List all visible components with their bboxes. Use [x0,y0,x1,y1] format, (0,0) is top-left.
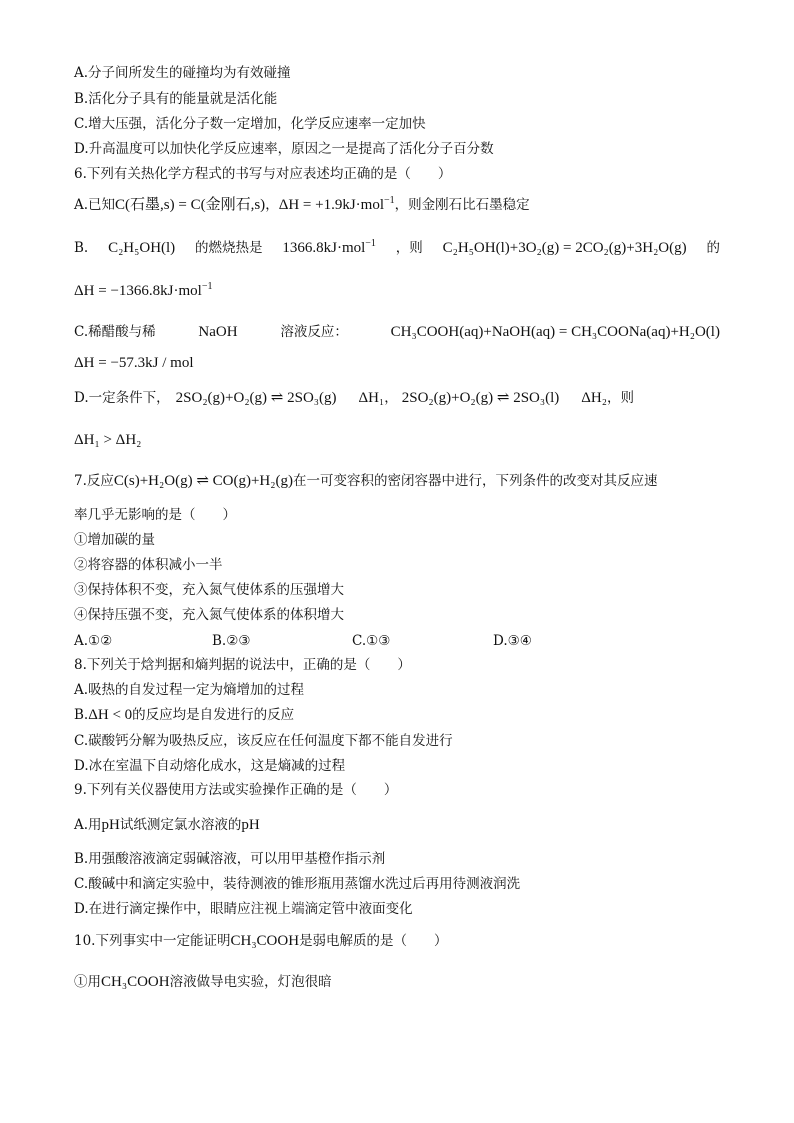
q8-option-b: B.ΔH < 0的反应均是自发进行的反应 [74,707,295,723]
q9-option-c: C.酸碱中和滴定实验中，装待测液的锥形瓶用蒸馏水洗过后再用待测液润洗 [74,876,521,892]
combustion-equation: C₂H₅OH(l)+3O₂(g) = 2CO₂(g)+3H₂O(g) [442,240,687,256]
q10-stem: 10.下列事实中一定能证明CH₃COOH是弱电解质的是（ ） [74,933,448,949]
q8-option-d: D.冰在室温下自动熔化成水，这是熵减的过程 [74,758,346,774]
q9-option-d: D.在进行滴定操作中，眼睛应注视上端滴定管中液面变化 [74,901,413,917]
q5-option-d: D.升高温度可以加快化学反应速率，原因之一是提高了活化分子百分数 [74,141,494,157]
q7-item-3: ③保持体积不变，充入氮气使体系的压强增大 [74,582,344,598]
q6-option-c: C.稀醋酸与稀 NaOH 溶液反应： CH₃COOH(aq)+NaOH(aq) = CH₃COONa(aq)+H₂O(l) [74,324,720,340]
so3-liquid-equation: 2SO₂(g)+O₂(g) ⇌ 2SO₃(l) [401,390,560,406]
q5-option-c: C.增大压强，活化分子数一定增加，化学反应速率一定加快 [74,116,426,132]
q6-option-a: A.已知C(石墨,s) = C(金刚石,s)，ΔH = +1.9kJ·mol$^{-1}$，则金刚石比石墨稳定 [74,195,530,213]
acetic-acid-formula: CH₃COOH [230,933,300,949]
q7-item-2: ②将容器的体积减小一半 [74,557,223,573]
so3-gas-equation: 2SO₂(g)+O₂(g) ⇌ 2SO₃(g) [175,390,337,406]
q6-option-d: D.一定条件下， 2SO₂(g)+O₂(g) ⇌ 2SO₃(g) ΔH₁， 2SO₂(g)+O₂(g) ⇌ 2SO₃(l) ΔH₂，则 [74,390,634,406]
q8-option-c: C.碳酸钙分解为吸热反应，该反应在任何温度下都不能自发进行 [74,733,453,749]
water-gas-equation: C(s)+H₂O(g) ⇌ CO(g)+H₂(g) [113,473,293,489]
q7-option-d: D.③④ [493,633,532,649]
q6-option-c-delta-h: ΔH = −57.3kJ / mol [74,355,194,371]
q6-option-b-delta-h: ΔH = −1366.8kJ·mol$^{-1}$ [74,281,213,299]
q6-option-d-compare: ΔH₁ > ΔH₂ [74,432,142,448]
q7-option-b: B.②③ [212,633,251,649]
q7-item-1: ①增加碳的量 [74,532,155,548]
q7-stem-line2: 率几乎无影响的是（ ） [74,507,236,523]
q6-stem: 6.下列有关热化学方程式的书写与对应表述均正确的是（ ） [74,166,452,182]
q9-stem: 9.下列有关仪器使用方法或实验操作正确的是（ ） [74,782,398,798]
q7-option-a: A.①② [74,633,113,649]
heat-of-combustion: 1366.8kJ·mol$^{-1}$ [282,238,376,256]
q8-stem: 8.下列关于焓判据和熵判据的说法中，正确的是（ ） [74,657,411,673]
q9-option-b: B.用强酸溶液滴定弱碱溶液，可以用甲基橙作指示剂 [74,851,386,867]
ethanol-formula: C₂H₅OH(l) [108,240,176,256]
q7-option-c: C.①③ [352,633,391,649]
q5-option-b: B.活化分子具有的能量就是活化能 [74,91,278,107]
q6-option-b: B. C₂H₅OH(l) 的燃烧热是 1366.8kJ·mol$^{-1}$ ，则 C₂H₅OH(l)+3O₂(g) = 2CO₂(g)+3H₂O(g) 的 [74,238,720,256]
q7-stem: 7.反应C(s)+H₂O(g) ⇌ CO(g)+H₂(g)在一可变容积的密闭容器中进行，下列条件的改变对其反应速 [74,473,658,489]
graphite-diamond-equation: C(石墨,s) = C(金刚石,s) [115,197,266,213]
q9-option-a: A.用pH试纸测定氯水溶液的pH [74,817,260,833]
q8-option-a: A.吸热的自发过程一定为熵增加的过程 [74,682,305,698]
q10-item-1: ①用CH₃COOH溶液做导电实验，灯泡很暗 [74,974,332,990]
q5-option-a: A.分子间所发生的碰撞均为有效碰撞 [74,65,291,81]
q7-item-4: ④保持压强不变，充入氮气使体系的体积增大 [74,607,344,623]
neutralization-equation: CH₃COOH(aq)+NaOH(aq) = CH₃COONa(aq)+H₂O(l) [390,324,720,340]
delta-h-a: ΔH = +1.9kJ·mol$^{-1}$ [278,195,395,213]
delta-h-negative: ΔH < 0 [88,707,133,723]
